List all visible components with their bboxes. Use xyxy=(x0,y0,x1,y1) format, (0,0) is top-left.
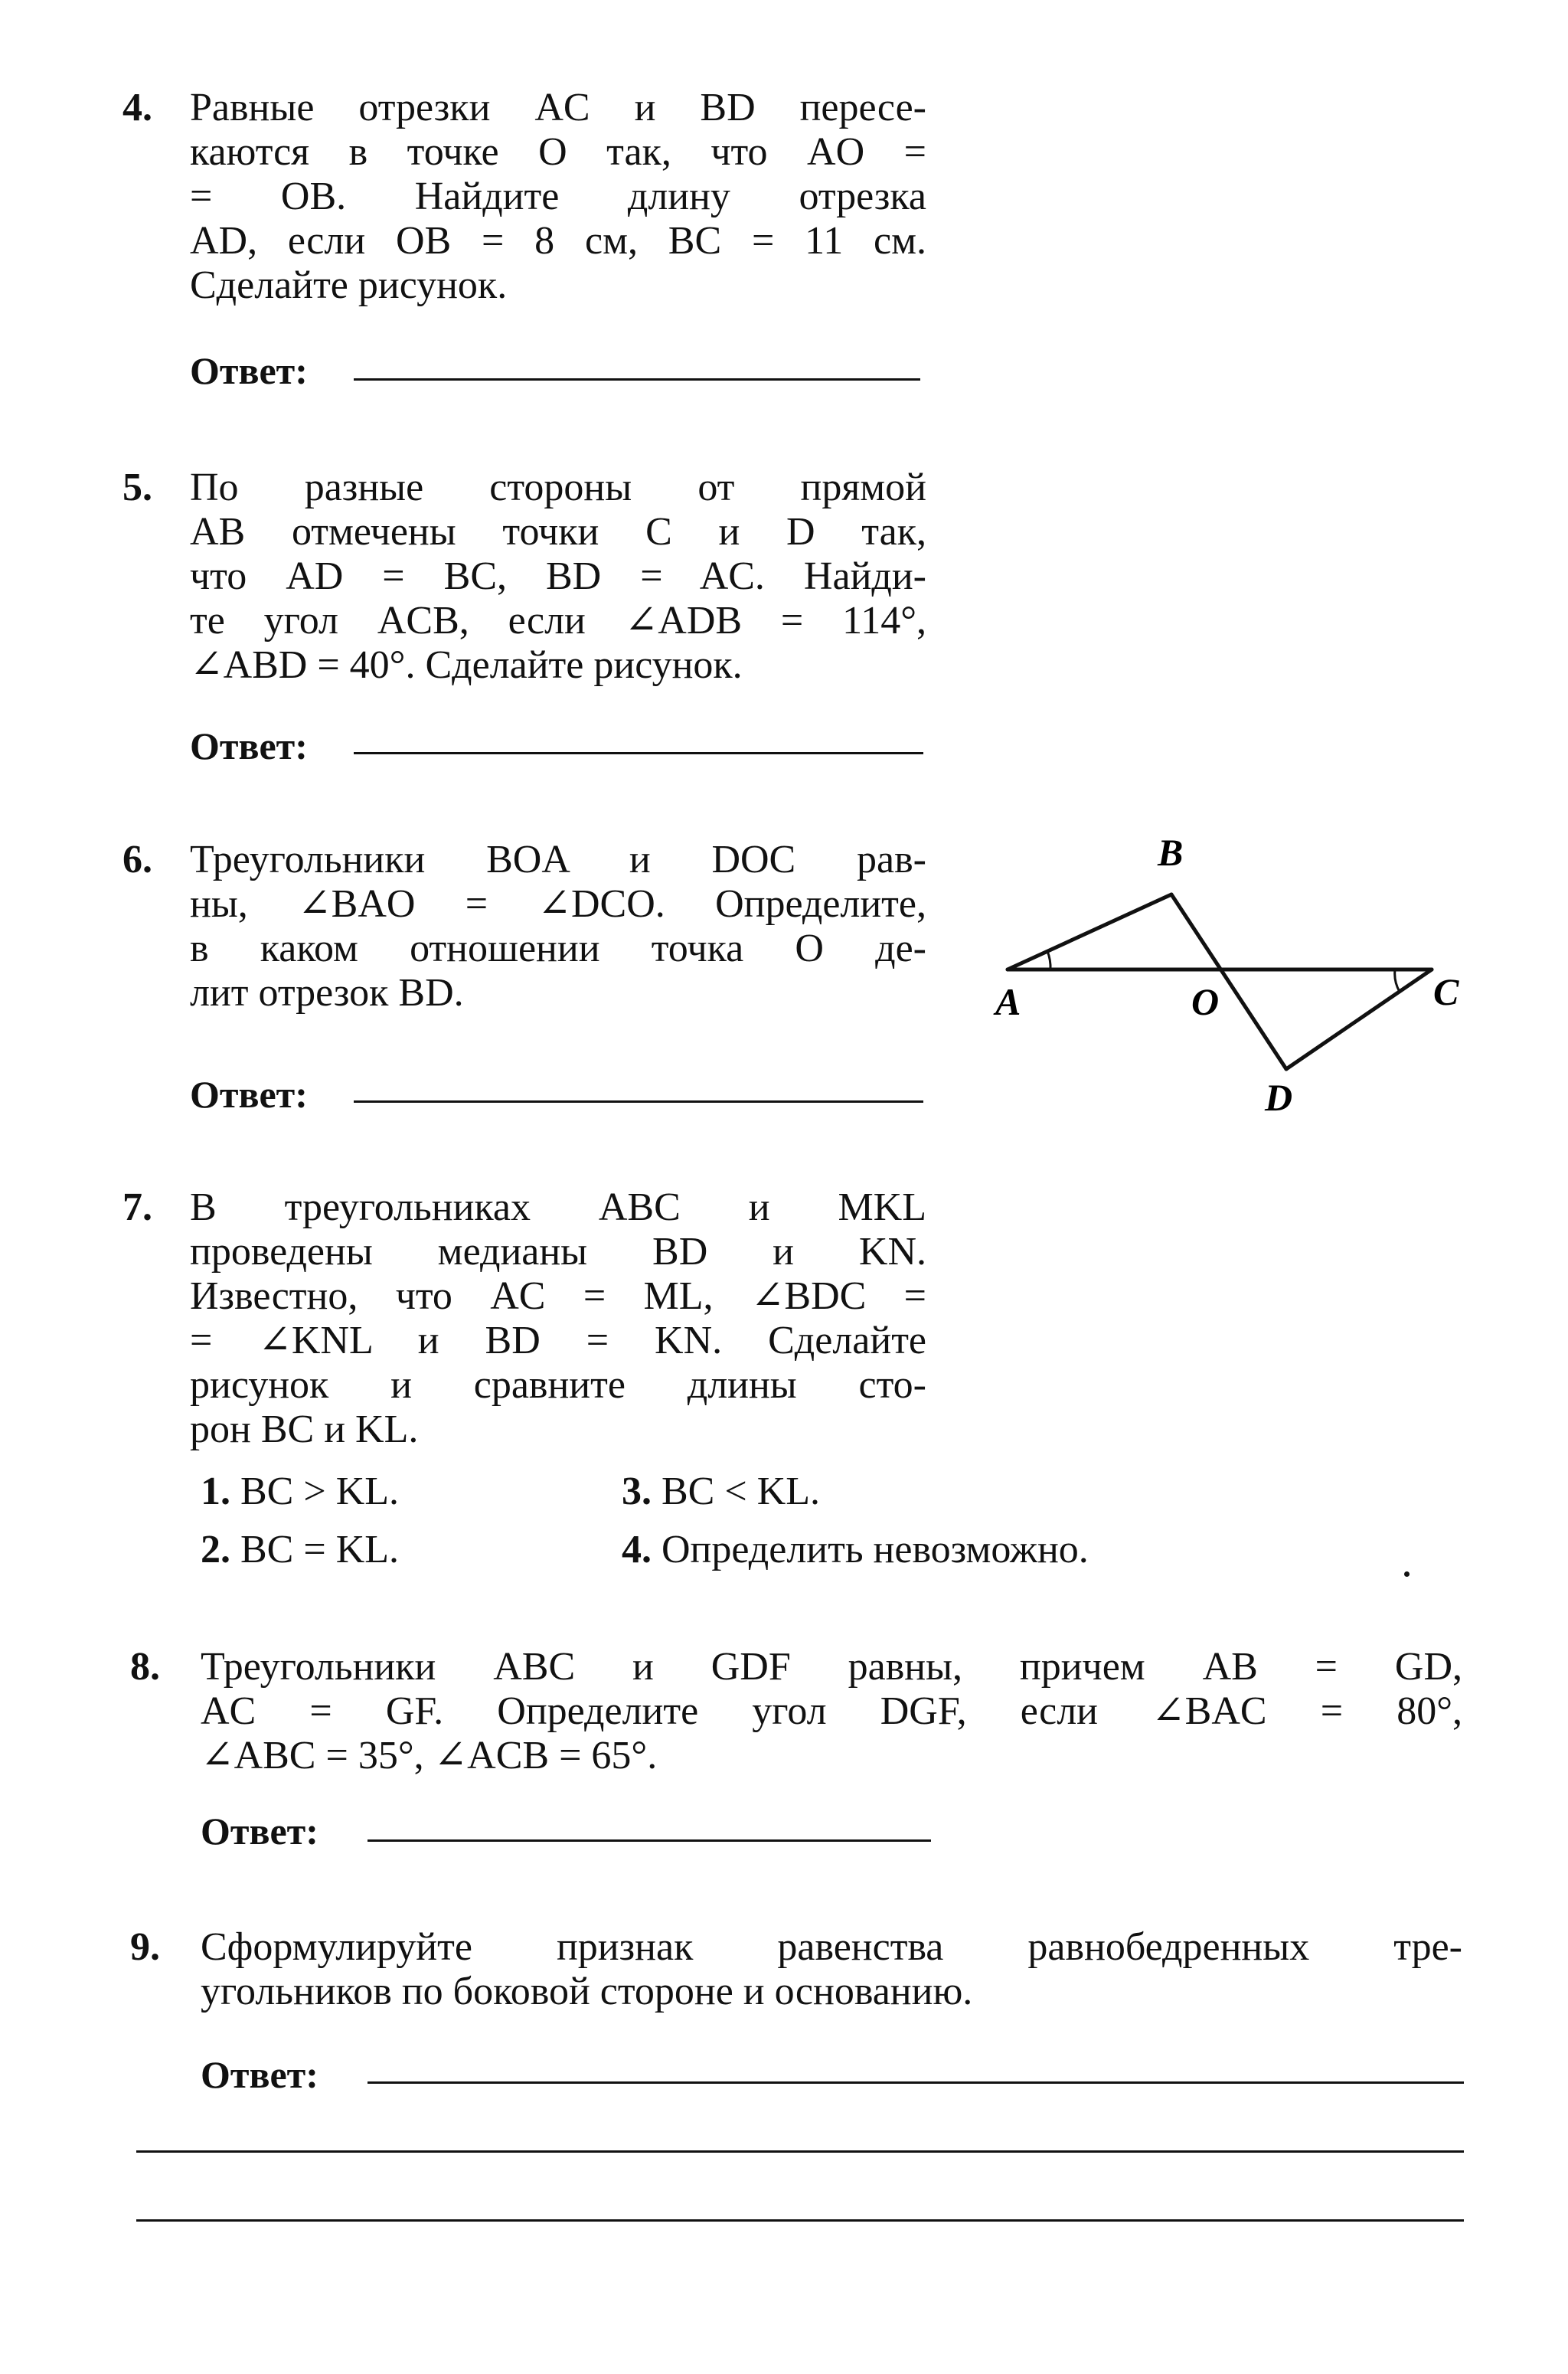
task-text-line: = ∠KNL и BD = KN. Сделайте xyxy=(190,1319,926,1362)
answer-option-3[interactable] xyxy=(622,1469,820,1514)
task-number: 6. xyxy=(122,838,152,881)
point-label-d: D xyxy=(1265,1076,1293,1119)
task-number: 4. xyxy=(122,86,152,129)
answer-option-2[interactable] xyxy=(201,1527,399,1572)
task-number: 7. xyxy=(122,1185,152,1229)
task-text-line: лит отрезок BD. xyxy=(190,971,464,1015)
angle-mark-c xyxy=(1395,970,1400,992)
option-number: 4. xyxy=(622,1528,652,1571)
option-number: 2. xyxy=(201,1528,230,1571)
task-text-line: ∠ABC = 35°, ∠ACB = 65°. xyxy=(201,1734,658,1777)
answer-label: Ответ: xyxy=(201,2053,318,2096)
point-label-a: A xyxy=(995,980,1021,1023)
task-text-line: В треугольниках ABC и MKL xyxy=(190,1185,926,1229)
answer-line-extra[interactable] xyxy=(136,2150,1464,2153)
option-number: 3. xyxy=(622,1470,652,1513)
task-text-line: Треугольники BOA и DOC рав- xyxy=(190,838,926,881)
task-text-line: = OB. Найдите длину отрезка xyxy=(190,175,926,218)
task-text-line: ∠ABD = 40°. Сделайте рисунок. xyxy=(190,643,743,687)
task-text-line: Треугольники ABC и GDF равны, причем AB = GD, xyxy=(201,1645,1462,1689)
task-9 xyxy=(130,1925,1462,2014)
task-text-line: что AD = BC, BD = AC. Найди- xyxy=(190,554,926,598)
option-text: Определить невозможно. xyxy=(662,1528,1089,1571)
answer-option-1[interactable] xyxy=(201,1469,399,1514)
task-number: 9. xyxy=(130,1925,160,1969)
option-number: 1. xyxy=(201,1470,230,1513)
segment-ab xyxy=(1008,894,1171,970)
answer-line-extra[interactable] xyxy=(136,2219,1464,2222)
task-5 xyxy=(122,466,926,688)
answer-line[interactable] xyxy=(368,2081,1464,2084)
answer-label: Ответ: xyxy=(190,724,308,767)
task-7 xyxy=(122,1185,926,1452)
task-text-line: каются в точке O так, что AO = xyxy=(190,130,926,174)
answer-line[interactable] xyxy=(354,752,923,754)
task-text-line: Равные отрезки AC и BD пересе- xyxy=(190,86,926,129)
answer-line[interactable] xyxy=(354,1100,923,1103)
answer-label: Ответ: xyxy=(201,1810,318,1852)
task-text-line: рисунок и сравните длины сто- xyxy=(190,1363,926,1407)
point-label-o: O xyxy=(1191,980,1220,1023)
task-text-line: Известно, что AC = ML, ∠BDC = xyxy=(190,1274,926,1318)
task-text-line: ны, ∠BAO = ∠DCO. Определите, xyxy=(190,882,926,926)
point-label-c: C xyxy=(1433,970,1459,1013)
task-text-line: проведены медианы BD и KN. xyxy=(190,1230,926,1274)
task-6 xyxy=(122,838,926,1015)
task-number: 5. xyxy=(122,466,152,509)
answer-line[interactable] xyxy=(354,378,920,381)
task-text-line: AB отмечены точки C и D так, xyxy=(190,510,926,554)
task-text-line: Сформулируйте признак равенства равнобедренных тре- xyxy=(201,1925,1462,1969)
task-text-line: рон BC и KL. xyxy=(190,1408,419,1451)
task-number: 8. xyxy=(130,1645,160,1689)
triangles-figure xyxy=(980,827,1516,1133)
option-text: BC > KL. xyxy=(240,1470,400,1513)
option-text: BC = KL. xyxy=(240,1528,400,1571)
answer-label: Ответ: xyxy=(190,1073,308,1116)
option-text: BC < KL. xyxy=(662,1470,821,1513)
task-4 xyxy=(122,86,926,308)
answer-line[interactable] xyxy=(368,1839,931,1842)
task-text-line: в каком отношении точка O де- xyxy=(190,927,926,970)
task-8 xyxy=(130,1645,1462,1778)
angle-mark-a xyxy=(1047,951,1050,970)
task-text-line: те угол ACB, если ∠ADB = 114°, xyxy=(190,599,926,643)
segment-bd xyxy=(1171,894,1286,1069)
point-label-b: B xyxy=(1158,831,1184,874)
answer-option-4[interactable] xyxy=(622,1527,1089,1572)
task-text-line: угольников по боковой стороне и основанию. xyxy=(201,1970,973,2013)
task-text-line: Сделайте рисунок. xyxy=(190,263,508,307)
task-text-line: AD, если OB = 8 см, BC = 11 см. xyxy=(190,219,926,263)
answer-label: Ответ: xyxy=(190,349,308,392)
segment-dc xyxy=(1286,970,1432,1069)
task-text-line: AC = GF. Определите угол DGF, если ∠BAC = 80°, xyxy=(201,1689,1462,1733)
stray-dot xyxy=(1404,1571,1410,1577)
task-text-line: По разные стороны от прямой xyxy=(190,466,926,509)
